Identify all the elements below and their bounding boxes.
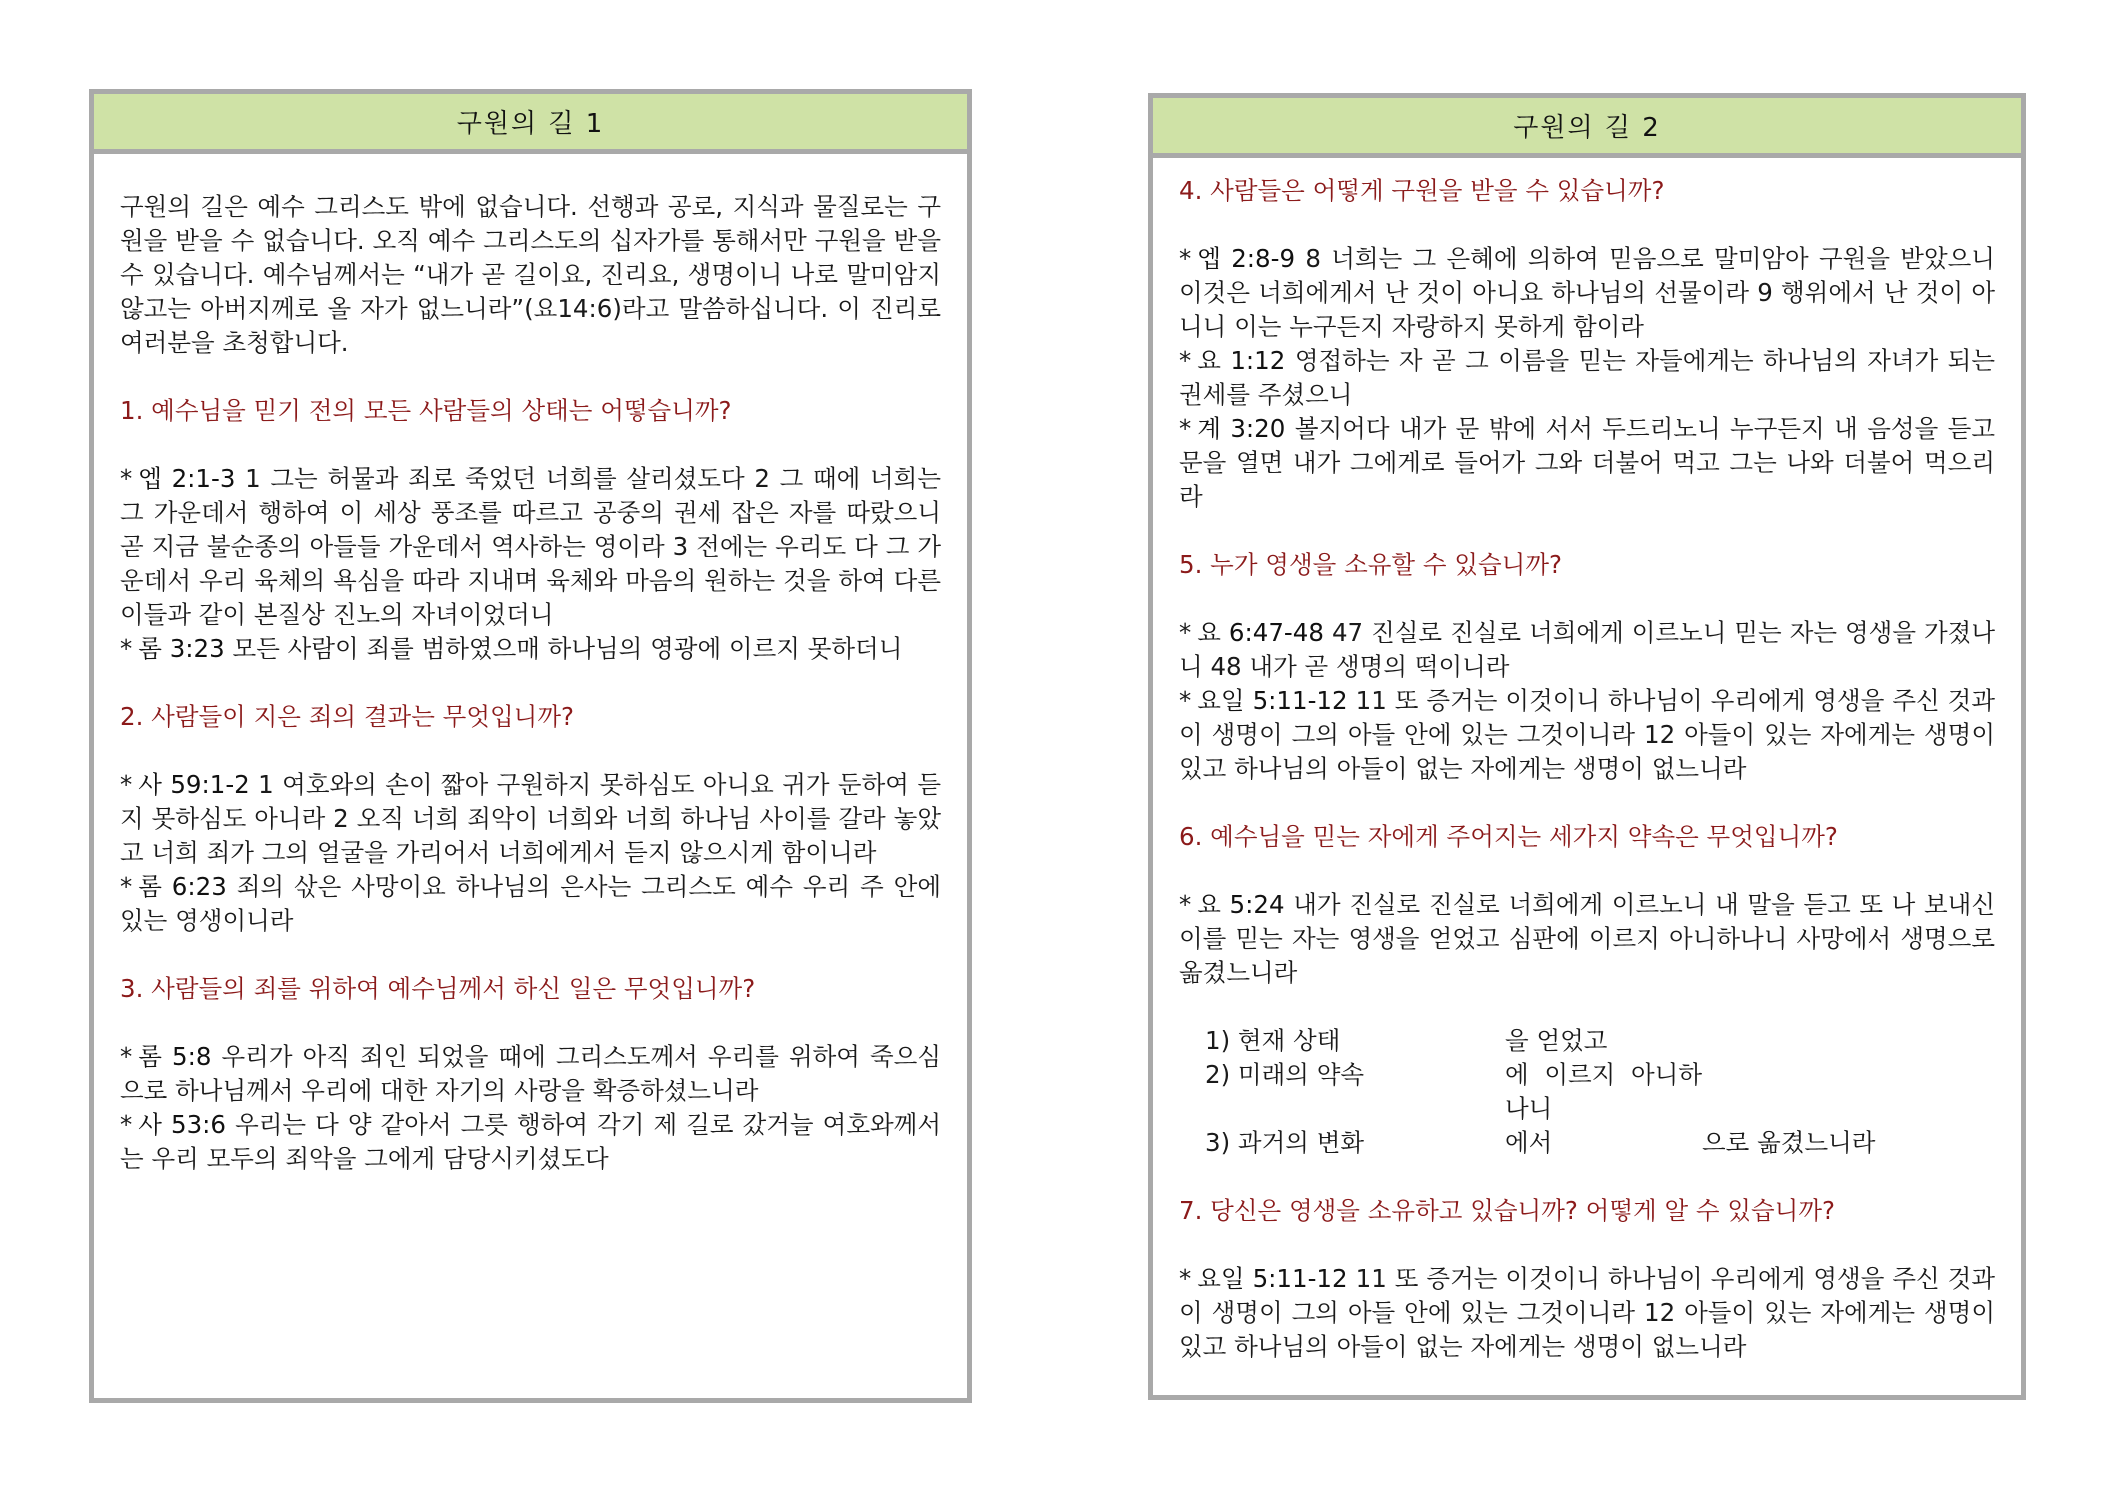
verse-ref: 엡 2:8-9	[1197, 244, 1296, 273]
verse-text: 1 그는 허물과 죄로 죽었던 너희를 살리셨도다 2 그 때에 너희는 그 가운데서 행하여 이 세상 풍조를 따르고 공중의 권세 잡은 자를 따랐으니 곧 지금 불순종의 아들들 가운데서 역사하는 영이라 3 전에는 우리도 다 그 가운데서 우리 육체의 욕심을 따라 지내며 육체와 마음의 원하는 것을 하여 다른 이들과 같이 본질상 진노의 자녀이었더니	[120, 464, 941, 629]
verse-text: 1 여호와의 손이 짧아 구원하지 못하심도 아니요 귀가 둔하여 듣지 못하심도 아니라 2 오직 너희 죄악이 너희와 너희 하나님 사이를 갈라 놓았고 너희 죄가 그의 얼굴을 가리어서 너희에게서 듣지 않으시게 함이니라	[120, 770, 941, 867]
verse-ref: 롬 3:23	[138, 634, 225, 663]
list-item-blank-a: 에서	[1505, 1128, 1553, 1157]
question-7: 7. 당신은 영생을 소유하고 있습니까? 어떻게 알 수 있습니까?	[1179, 1196, 1836, 1225]
verse-block: * 요 1:12 영접하는 자 곧 그 이름을 믿는 자들에게는 하나님의 자녀가 되는 권세를 주셨으니	[1179, 346, 1995, 409]
panel-body	[1153, 158, 2021, 1364]
panel-salvation-2	[1148, 93, 2026, 1400]
verse-ref: 요 5:24	[1197, 890, 1285, 919]
question-6: 6. 예수님을 믿는 자에게 주어지는 세가지 약속은 무엇입니까?	[1179, 822, 1838, 851]
verse-ref: 요일 5:11-12	[1197, 686, 1348, 715]
verse-block: * 롬 5:8 우리가 아직 죄인 되었을 때에 그리스도께서 우리를 위하여 죽으심으로 하나님께서 우리에 대한 자기의 사랑을 확증하셨느니라	[120, 1042, 942, 1105]
verse-text: 볼지어다 내가 문 밖에 서서 두드리노니 누구든지 내 음성을 듣고 문을 열면 내가 그에게로 들어가 그와 더불어 먹고 그는 나와 더불어 먹으리라	[1179, 414, 1995, 511]
list-item	[1205, 1058, 1995, 1126]
list-item-label: 2) 미래의 약속	[1205, 1060, 1365, 1089]
verse-block: * 사 53:6 우리는 다 양 같아서 그릇 행하여 각기 제 길로 갔거늘 여호와께서는 우리 모두의 죄악을 그에게 담당시키셨도다	[120, 1110, 941, 1173]
list-item	[1205, 1024, 1995, 1058]
list-item-blank-a: 을 얻었고	[1505, 1026, 1608, 1055]
list-item-blank-b: 으로 옮겼느니라	[1702, 1128, 1876, 1157]
verse-block: * 요일 5:11-12 11 또 증거는 이것이니 하나님이 우리에게 영생을 주신 것과 이 생명이 그의 아들 안에 있는 그것이니라 12 아들이 있는 자에게는 생명이 있고 하나님의 아들이 없는 자에게는 생명이 없느니라	[1179, 1264, 1996, 1361]
question-2: 2. 사람들이 지은 죄의 결과는 무엇입니까?	[120, 702, 574, 731]
panel-body	[94, 154, 967, 1176]
promise-list	[1179, 1024, 1995, 1160]
verse-ref: 요 6:47-48	[1197, 618, 1324, 647]
question-1: 1. 예수님을 믿기 전의 모든 사람들의 상태는 어떻습니까?	[120, 396, 732, 425]
list-item-blank-a: 에 이르지 아니하나니	[1505, 1060, 1702, 1123]
verse-ref: 사 59:1-2	[138, 770, 250, 799]
question-4: 4. 사람들은 어떻게 구원을 받을 수 있습니까?	[1179, 176, 1665, 205]
verse-block: * 엡 2:8-9 8 너희는 그 은혜에 의하여 믿음으로 말미암아 구원을 받았으니 이것은 너희에게서 난 것이 아니요 하나님의 선물이라 9 행위에서 난 것이 아니니 이는 누구든지 자랑하지 못하게 함이라	[1179, 244, 1995, 341]
verse-text: 죄의 삯은 사망이요 하나님의 은사는 그리스도 예수 우리 주 안에 있는 영생이니라	[120, 872, 941, 935]
verse-block: * 요일 5:11-12 11 또 증거는 이것이니 하나님이 우리에게 영생을 주신 것과 이 생명이 그의 아들 안에 있는 그것이니라 12 아들이 있는 자에게는 생명이 있고 하나님의 아들이 없는 자에게는 생명이 없느니라	[1179, 686, 1996, 783]
verse-text: 우리는 다 양 같아서 그릇 행하여 각기 제 길로 갔거늘 여호와께서는 우리 모두의 죄악을 그에게 담당시키셨도다	[120, 1110, 941, 1173]
verse-block: * 사 59:1-2 1 여호와의 손이 짧아 구원하지 못하심도 아니요 귀가 둔하여 듣지 못하심도 아니라 2 오직 너희 죄악이 너희와 너희 하나님 사이를 갈라 놓았고 너희 죄가 그의 얼굴을 가리어서 너희에게서 듣지 않으시게 함이니라	[120, 770, 941, 867]
panel-salvation-1	[89, 89, 972, 1403]
verse-text: 우리가 아직 죄인 되었을 때에 그리스도께서 우리를 위하여 죽으심으로 하나님께서 우리에 대한 자기의 사랑을 확증하셨느니라	[120, 1042, 942, 1105]
verse-text: 11 또 증거는 이것이니 하나님이 우리에게 영생을 주신 것과 이 생명이 그의 아들 안에 있는 그것이니라 12 아들이 있는 자에게는 생명이 있고 하나님의 아들이 없는 자에게는 생명이 없느니라	[1179, 686, 1996, 783]
verse-text: 8 너희는 그 은혜에 의하여 믿음으로 말미암아 구원을 받았으니 이것은 너희에게서 난 것이 아니요 하나님의 선물이라 9 행위에서 난 것이 아니니 이는 누구든지 자랑하지 못하게 함이라	[1179, 244, 1995, 341]
verse-text: 내가 진실로 진실로 너희에게 이르노니 내 말을 듣고 또 나 보내신 이를 믿는 자는 영생을 얻었고 심판에 이르지 아니하나니 사망에서 생명으로 옮겼느니라	[1179, 890, 1995, 987]
verse-ref: 계 3:20	[1197, 414, 1286, 443]
verse-ref: 롬 5:8	[138, 1042, 212, 1071]
verse-text: 11 또 증거는 이것이니 하나님이 우리에게 영생을 주신 것과 이 생명이 그의 아들 안에 있는 그것이니라 12 아들이 있는 자에게는 생명이 있고 하나님의 아들이 없는 자에게는 생명이 없느니라	[1179, 1264, 1996, 1361]
verse-ref: 요 1:12	[1197, 346, 1286, 375]
list-item-label: 1) 현재 상태	[1205, 1026, 1341, 1055]
verse-block: * 요 6:47-48 47 진실로 진실로 너희에게 이르노니 믿는 자는 영생을 가졌나니 48 내가 곧 생명의 떡이니라	[1179, 618, 1995, 681]
verse-ref: 엡 2:1-3	[138, 464, 236, 493]
verse-block: * 요 5:24 내가 진실로 진실로 너희에게 이르노니 내 말을 듣고 또 나 보내신 이를 믿는 자는 영생을 얻었고 심판에 이르지 아니하나니 사망에서 생명으로 옮겼느니라	[1179, 890, 1995, 987]
intro-paragraph: 구원의 길은 예수 그리스도 밖에 없습니다. 선행과 공로, 지식과 물질로는 구원을 받을 수 없습니다. 오직 예수 그리스도의 십자가를 통해서만 구원을 받을 수 있습니다. 예수님께서는 “내가 곧 길이요, 진리요, 생명이니 나로 말미암지 않고는 아버지께로 올 자가 없느니라”(요14:6)라고 말씀하십니다. 이 진리로 여러분을 초청합니다.	[120, 192, 941, 357]
verse-text: 47 진실로 진실로 너희에게 이르노니 믿는 자는 영생을 가졌나니 48 내가 곧 생명의 떡이니라	[1179, 618, 1995, 681]
list-item	[1205, 1126, 1995, 1160]
verse-ref: 사 53:6	[138, 1110, 226, 1139]
verse-block: * 롬 6:23 죄의 삯은 사망이요 하나님의 은사는 그리스도 예수 우리 주 안에 있는 영생이니라	[120, 872, 941, 935]
list-item-label: 3) 과거의 변화	[1205, 1128, 1365, 1157]
verse-block: * 계 3:20 볼지어다 내가 문 밖에 서서 두드리노니 누구든지 내 음성을 듣고 문을 열면 내가 그에게로 들어가 그와 더불어 먹고 그는 나와 더불어 먹으리라	[1179, 414, 1995, 511]
question-3: 3. 사람들의 죄를 위하여 예수님께서 하신 일은 무엇입니까?	[120, 974, 756, 1003]
verse-block: * 롬 3:23 모든 사람이 죄를 범하였으매 하나님의 영광에 이르지 못하더니	[120, 634, 903, 663]
verse-ref: 롬 6:23	[138, 872, 227, 901]
panel-title: 구원의 길 1	[94, 94, 967, 154]
panel-title: 구원의 길 2	[1153, 98, 2021, 158]
verse-text: 영접하는 자 곧 그 이름을 믿는 자들에게는 하나님의 자녀가 되는 권세를 주셨으니	[1179, 346, 1995, 409]
verse-block: * 엡 2:1-3 1 그는 허물과 죄로 죽었던 너희를 살리셨도다 2 그 때에 너희는 그 가운데서 행하여 이 세상 풍조를 따르고 공중의 권세 잡은 자를 따랐으니 곧 지금 불순종의 아들들 가운데서 역사하는 영이라 3 전에는 우리도 다 그 가운데서 우리 육체의 욕심을 따라 지내며 육체와 마음의 원하는 것을 하여 다른 이들과 같이 본질상 진노의 자녀이었더니	[120, 464, 941, 629]
verse-text: 모든 사람이 죄를 범하였으매 하나님의 영광에 이르지 못하더니	[232, 634, 903, 663]
question-5: 5. 누가 영생을 소유할 수 있습니까?	[1179, 550, 1562, 579]
verse-ref: 요일 5:11-12	[1197, 1264, 1348, 1293]
